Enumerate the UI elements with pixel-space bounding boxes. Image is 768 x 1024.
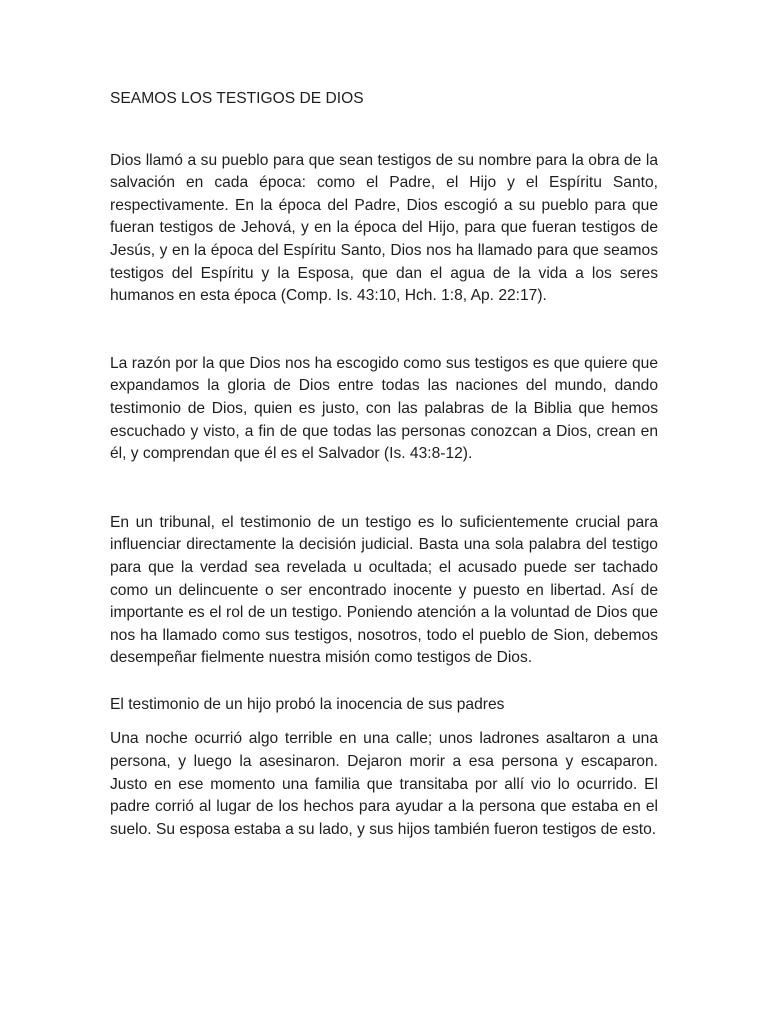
paragraph-reason-chosen: La razón por la que Dios nos ha escogido como sus testigos es que quiere que expandamos la gloria de Dios entre todas las naciones del mundo, dando testimonio de Dios, quien es justo, con las palabras de la Biblia que hemos escuchado y visto, a fin de que todas las personas conozcan a Dios, crean en él, y comprendan que él es el Salvador (Is. 43:8-12). bbox=[110, 354, 658, 463]
paragraph-witnesses-calling: Dios llamó a su pueblo para que sean testigos de su nombre para la obra de la salvación en cada época: como el Padre, el Hijo y el Espíritu Santo, respectivamente. En la época del Padre, Dios escogió a su pueblo para que fueran testigos de Jehová, y en la época del Hijo, para que fueran testigos de Jesús, y en la época del Espíritu Santo, Dios nos ha llamado para que seamos testigos del Espíritu y la Esposa, que dan el agua de la vida a los seres humanos en esta época (Comp. Is. 43:10, Hch. 1:8, Ap. 22:17). bbox=[110, 151, 658, 305]
document-title: SEAMOS LOS TESTIGOS DE DIOS bbox=[110, 90, 364, 107]
paragraph-tribunal: En un tribunal, el testimonio de un testigo es lo suficientemente crucial para influenciar directamente la decisión judicial. Basta una sola palabra del testigo para que la verdad sea revelada u ocultada; el acusado puede ser tachado como un delincuente o ser encontrado inocente y puesto en libertad. Así de importante es el rol de un testigo. Poniendo atención a la voluntad de Dios que nos ha llamado como sus testigos, nosotros, todo el pueblo de Sion, debemos desempeñar fielmente nuestra misión como testigos de Dios. bbox=[110, 513, 658, 667]
section-heading: El testimonio de un hijo probó la inocencia de sus padres bbox=[110, 695, 505, 713]
paragraph-story: Una noche ocurrió algo terrible en una calle; unos ladrones asaltaron a una persona, y luego la asesinaron. Dejaron morir a esa persona y escaparon. Justo en ese momento una familia que transitaba por allí vio lo ocurrido. El padre corrió al lugar de los hechos para ayudar a la persona que estaba en el suelo. Su esposa estaba a su lado, y sus hijos también fueron testigos de esto. bbox=[110, 730, 658, 838]
document-page bbox=[110, 88, 658, 841]
